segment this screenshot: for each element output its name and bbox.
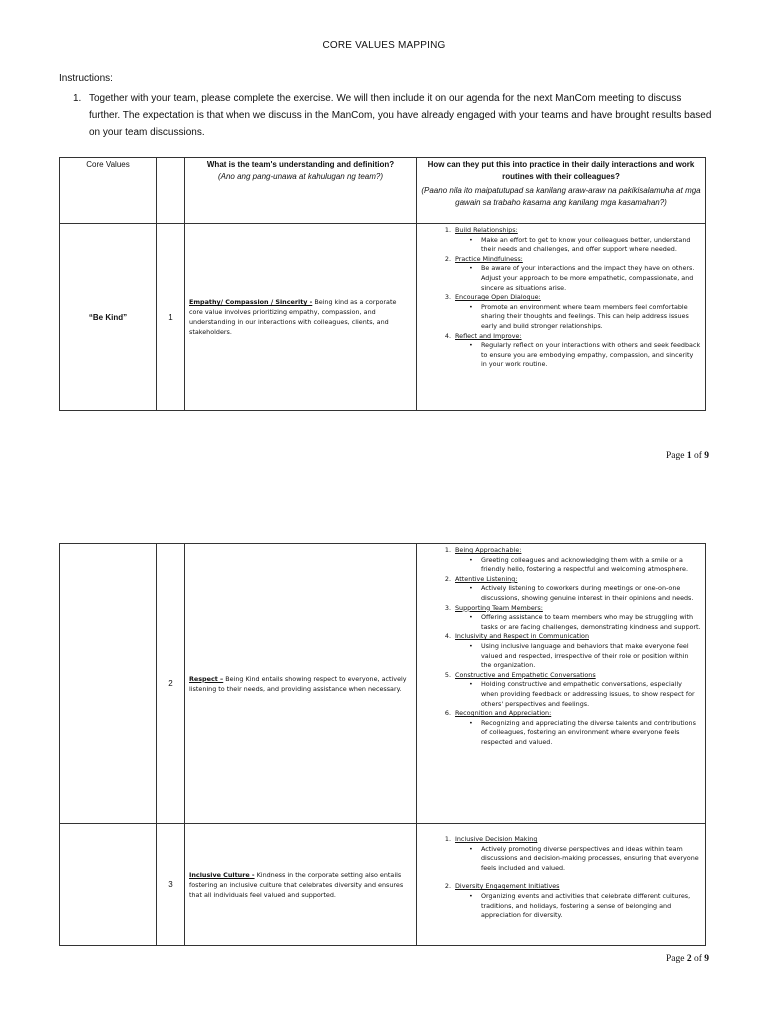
core-values-table-page-2 <box>59 543 706 946</box>
header-practice-main: How can they put this into practice in their daily interactions and work routines with their colleagues? <box>427 160 695 181</box>
practice-title: Being Approachable: <box>455 546 522 554</box>
page-number: Page 2 of 9 <box>665 954 709 964</box>
definition-text: Kindness in the corporate setting also entails fostering an inclusive culture that celebrates diversity and ensures that all individuals feel valued and supported. <box>189 870 404 899</box>
header-understanding-sub: (Ano ang pang-unawa at kahulugan ng team?) <box>217 172 383 181</box>
practice-cell <box>417 224 706 411</box>
bullet-icon: • <box>469 680 473 689</box>
practice-item <box>421 709 701 747</box>
definition-cell <box>185 824 417 946</box>
practice-title: Encourage Open Dialogue: <box>455 293 541 302</box>
practice-item <box>421 546 701 575</box>
header-number <box>157 158 185 224</box>
practice-number: 2. <box>444 254 451 263</box>
practice-number: 1. <box>444 835 451 843</box>
practice-cell <box>417 544 706 824</box>
practice-number: 4. <box>444 632 451 641</box>
table-row <box>60 224 706 411</box>
core-value-name: “Be Kind” <box>88 312 128 322</box>
practice-title: Diversity Engagement Initiatives <box>455 882 560 891</box>
definition-text: Being kind as a corporate core value involves prioritizing empathy, compassion, and understanding in our interactions with colleagues, clients, and stakeholders. <box>189 298 397 336</box>
row-number: 2 <box>157 544 185 824</box>
definition-cell <box>185 544 417 824</box>
practice-item <box>421 604 701 633</box>
table-row <box>60 824 706 946</box>
practice-title: Supporting Team Members: <box>455 603 543 612</box>
instruction-text: Together with your team, please complete the exercise. We will then include it on our agenda for the next ManCom meeting to discuss further. The expectation is that when we discuss in the ManCom, you have already engaged with your teams and have brought results based on your team discussions. <box>89 93 712 138</box>
practice-bullet: Regularly reflect on your interactions with others and seek feedback to ensure you are embodying empathy, compassion, and sincerity in your work routine. <box>481 341 701 369</box>
bullet-icon: • <box>469 718 473 727</box>
practice-number: 1. <box>444 226 451 234</box>
practice-number: 3. <box>444 603 451 612</box>
bullet-icon: • <box>469 341 473 350</box>
practice-number: 6. <box>444 709 451 718</box>
header-practice <box>417 158 706 224</box>
practice-bullet: Greeting colleagues and acknowledging them with a smile or a friendly hello, fostering a respectful and welcoming atmosphere. <box>481 555 688 574</box>
row-number: 3 <box>157 824 185 946</box>
practice-number: 4. <box>444 331 451 340</box>
practice-title: Constructive and Empathetic Conversations <box>455 670 596 679</box>
definition-title: Empathy/ Compassion / Sincerity - <box>189 298 313 306</box>
bullet-icon: • <box>469 302 473 311</box>
practice-bullet: Organizing events and activities that celebrate different cultures, traditions, and holidays, fostering a sense of belonging and appreciation for diversity. <box>481 891 691 920</box>
practice-bullet: Offering assistance to team members who may be struggling with tasks or are facing challenges, demonstrating kindness and support. <box>481 613 701 631</box>
practice-item <box>421 575 701 604</box>
practice-item <box>421 671 701 709</box>
header-practice-sub: (Paano nila ito maipatutupad sa kanilang araw-araw na pakikisalamuha at mga gawain sa trabaho kasama ang kanilang mga kasamahan?) <box>421 186 701 207</box>
bullet-icon: • <box>469 584 473 593</box>
practice-title: Recognition and Appreciation: <box>455 709 552 718</box>
bullet-icon: • <box>469 264 473 273</box>
practice-bullet: Make an effort to get to know your colleagues better, understand their needs and challenges, and offer support where needed. <box>481 235 691 254</box>
core-value-cell <box>60 224 157 411</box>
practice-number: 3. <box>444 293 451 302</box>
table-row <box>60 544 706 824</box>
definition-title: Respect – <box>189 674 224 683</box>
header-understanding <box>185 158 417 224</box>
practice-item <box>421 332 701 370</box>
practice-item <box>421 632 701 670</box>
practice-cell <box>417 824 706 946</box>
practice-number: 5. <box>444 670 451 679</box>
practice-bullet: Be aware of your interactions and the impact they have on others. Adjust your approach to be more empathetic, compassionate, and sincere as situations arise. <box>481 264 695 292</box>
practice-item <box>421 835 701 873</box>
definition-title: Inclusive Culture - <box>189 870 255 879</box>
practice-number: 2. <box>444 882 451 891</box>
practice-bullet: Holding constructive and empathetic conversations, especially when providing feedback or addressing issues, to show respect for others' perspectives and feelings. <box>481 680 695 708</box>
practice-title: Reflect and Improve: <box>455 331 522 340</box>
bullet-icon: • <box>469 613 473 622</box>
practice-title: Attentive Listening: <box>455 574 518 583</box>
practice-title: Inclusive Decision Making <box>455 835 538 843</box>
instruction-number: 1. <box>73 93 82 104</box>
table-header-row <box>60 158 706 224</box>
header-understanding-main: What is the team's understanding and definition? <box>206 160 395 169</box>
definition-cell <box>185 224 417 411</box>
core-values-table-page-1 <box>59 157 706 411</box>
practice-item <box>421 226 701 255</box>
practice-item <box>421 882 701 920</box>
bullet-icon: • <box>469 555 473 564</box>
practice-bullet: Using inclusive language and behaviors that make everyone feel valued and respected, irrespective of their role or position within the organization. <box>481 641 689 670</box>
practice-title: Practice Mindfulness: <box>455 254 523 263</box>
page-title: CORE VALUES MAPPING <box>322 40 446 51</box>
bullet-icon: • <box>469 235 473 244</box>
practice-bullet: Actively promoting diverse perspectives and ideas within team discussions and decision-making processes, ensuring that everyone feels included and valued. <box>481 844 699 872</box>
header-core-values: Core Values <box>60 158 157 224</box>
row-number: 1 <box>157 224 185 411</box>
definition-text: Being Kind entails showing respect to everyone, actively listening to their needs, and providing assistance when necessary. <box>189 674 407 693</box>
practice-item <box>421 293 701 331</box>
practice-number: 1. <box>444 546 451 554</box>
instructions-label: Instructions: <box>59 73 113 84</box>
practice-bullet: Actively listening to coworkers during meetings or one-on-one discussions, showing genuine interest in their opinions and needs. <box>481 584 694 602</box>
instruction-item <box>73 90 713 141</box>
bullet-icon: • <box>469 891 473 900</box>
practice-title: Build Relationships: <box>455 226 518 234</box>
practice-number: 2. <box>444 574 451 583</box>
bullet-icon: • <box>469 641 473 650</box>
page-number: Page 1 of 9 <box>665 451 709 461</box>
practice-bullet: Promote an environment where team members feel comfortable sharing their thoughts and feelings. This can help address issues early and build stronger relationships. <box>481 302 689 330</box>
practice-title: Inclusivity and Respect in Communication <box>455 632 589 641</box>
practice-bullet: Recognizing and appreciating the diverse talents and contributions of colleagues, fostering an environment where everyone feels respected and valued. <box>481 718 696 746</box>
bullet-icon: • <box>469 844 473 853</box>
core-value-cell <box>60 824 157 946</box>
core-value-cell <box>60 544 157 824</box>
practice-item <box>421 255 701 293</box>
